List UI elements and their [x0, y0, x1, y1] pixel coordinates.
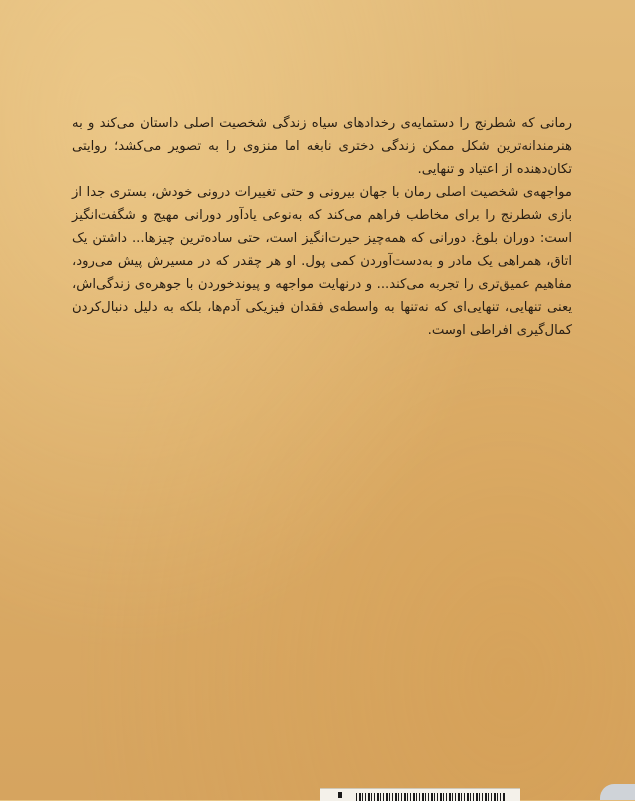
back-cover-blurb	[72, 112, 572, 342]
barcode-marker-icon	[338, 792, 342, 798]
blurb-paragraph-1: رمانی که شطرنج را دستمایه‌ی رخدادهای سیاه زندگی شخصیت اصلی داستان می‌کند و به هنرمندانه‌ترین شکل ممکن زندگی دختری نابغه اما منزوی را به تصویر می‌کشد؛ روایتی تکان‌دهنده از اعتیاد و تنهایی.	[72, 116, 572, 177]
barcode-sticker	[320, 788, 520, 801]
blurb-paragraph-2: مواجهه‌ی شخصیت اصلی رمان با جهان بیرونی و حتی تغییرات درونی خودش، بستری جدا از بازی شطرنج را برای مخاطب فراهم می‌کند که به‌نوعی یادآور دورانی مهیج و شگفت‌انگیز است: دوران بلوغ. دورانی که همه‌چیز حیرت‌انگیز است، حتی ساده‌ترین چیزها... داشتن یک اتاق، همراهی یک مادر و به‌دست‌آوردن کمی پول. او هر چقدر که در مسیرش پیش می‌رود، مفاهیم عمیق‌تری را تجربه می‌کند... و درنهایت مواجهه و پیوندخوردن با جوهره‌ی زندگی‌اش، یعنی تنهایی، تنهایی‌ای که نه‌تنها به واسطه‌ی فقدان فیزیکی آدم‌ها، بلکه به دلیل دنبال‌کردن کمال‌گیری افراطی اوست.	[72, 185, 572, 338]
corner-sticker-icon	[600, 784, 635, 800]
